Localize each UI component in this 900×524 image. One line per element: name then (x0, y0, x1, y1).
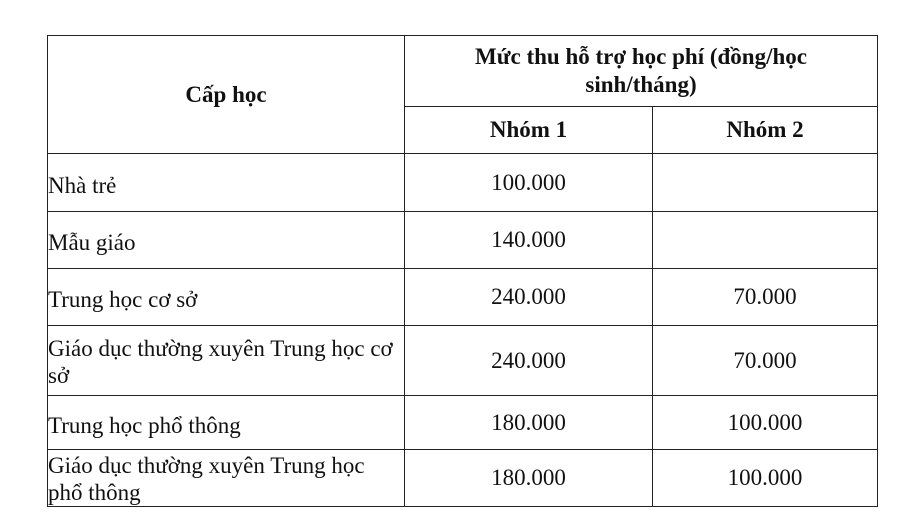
row-group1-fee: 180.000 (405, 396, 653, 450)
row-level: Nhà trẻ (48, 154, 405, 212)
row-group2-fee: 100.000 (653, 396, 878, 450)
row-group2-fee: 70.000 (653, 269, 878, 326)
header-fee-title: Mức thu hỗ trợ học phí (đồng/học sinh/tháng) (405, 36, 878, 107)
header-group-1: Nhóm 1 (405, 107, 653, 154)
row-group2-fee: 70.000 (653, 326, 878, 396)
table-row (48, 154, 878, 212)
row-group1-fee: 140.000 (405, 212, 653, 269)
row-level: Mẫu giáo (48, 212, 405, 269)
row-level: Trung học cơ sở (48, 269, 405, 326)
row-group2-fee: 100.000 (653, 450, 878, 507)
row-group2-fee (653, 212, 878, 269)
header-group-2: Nhóm 2 (653, 107, 878, 154)
header-education-level: Cấp học (48, 36, 405, 154)
row-level: Giáo dục thường xuyên Trung học cơ sở (48, 326, 405, 396)
row-group1-fee: 180.000 (405, 450, 653, 507)
row-group1-fee: 240.000 (405, 326, 653, 396)
table-row (48, 326, 878, 396)
row-group2-fee (653, 154, 878, 212)
row-level: Trung học phổ thông (48, 396, 405, 450)
row-level: Giáo dục thường xuyên Trung học phổ thông (48, 450, 405, 507)
tuition-support-table (47, 35, 878, 507)
table-row (48, 269, 878, 326)
row-group1-fee: 100.000 (405, 154, 653, 212)
table-row (48, 396, 878, 450)
row-group1-fee: 240.000 (405, 269, 653, 326)
table-row (48, 450, 878, 507)
table-row (48, 212, 878, 269)
